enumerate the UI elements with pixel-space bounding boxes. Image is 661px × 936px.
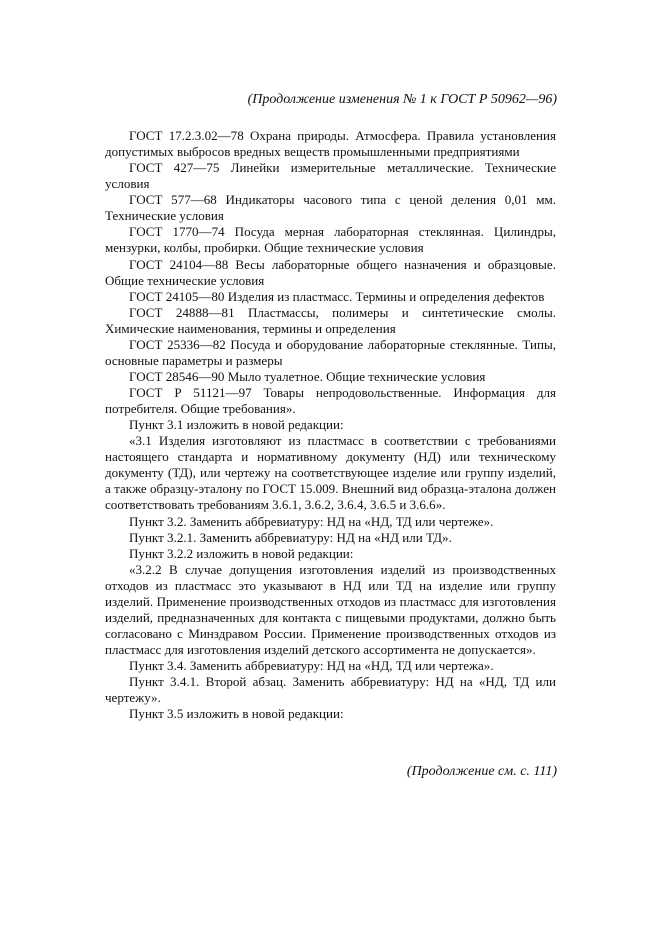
paragraph-gost-577: ГОСТ 577—68 Индикаторы часового типа с ценой деления 0,01 мм. Технические условия <box>105 192 556 224</box>
paragraph-item-3-4: Пункт 3.4. Заменить аббревиатуру: НД на «НД, ТД или чертежа». <box>129 658 494 674</box>
document-body <box>105 128 556 722</box>
paragraph-item-3-2-2-text: «3.2.2 В случае допущения изготовления изделий из производственных отходов из пластмасс это указывают в НД или ТД на изделие или группу изделий. Применение производственных отходов из пластмасс для изготовления изделий, предназначенных для контакта с пищевыми продуктами, должно быть согласовано с Минздравом России. Применение производственных отходов из пластмасс для изготовления изделий детского ассортимента не допускается». <box>105 561 556 657</box>
paragraph-item-3-2-2-intro: Пункт 3.2.2 изложить в новой редакции: <box>129 545 354 561</box>
page-header: (Продолжение изменения № 1 к ГОСТ Р 50962—96) <box>247 92 557 107</box>
paragraph-gost-427: ГОСТ 427—75 Линейки измерительные металлические. Технические условия <box>105 160 556 192</box>
paragraph-item-3-2: Пункт 3.2. Заменить аббревиатуру: НД на «НД, ТД или чертеже». <box>129 513 494 529</box>
paragraph-gost-24888: ГОСТ 24888—81 Пластмассы, полимеры и синтетические смолы. Химические наименования, термины и определения <box>105 304 556 336</box>
paragraph-item-3-4-1: Пункт 3.4.1. Второй абзац. Заменить аббревиатуру: НД на «НД, ТД или чертежу». <box>105 674 556 706</box>
paragraph-item-3-2-1: Пункт 3.2.1. Заменить аббревиатуру: НД на «НД или ТД». <box>129 529 452 545</box>
paragraph-gost-25336: ГОСТ 25336—82 Посуда и оборудование лабораторные стеклянные. Типы, основные параметры и размеры <box>105 336 556 368</box>
paragraph-item-3-5-intro: Пункт 3.5 изложить в новой редакции: <box>129 706 344 722</box>
paragraph-gost-24105: ГОСТ 24105—80 Изделия из пластмасс. Термины и определения дефектов <box>129 288 545 304</box>
paragraph-item-3-1-text: «3.1 Изделия изготовляют из пластмасс в соответствии с требованиями настоящего стандарта и нормативному документу (НД) или техническому документу (ТД), или чертежу на соответствующее изделие или группу изделий, а также образцу-эталону по ГОСТ 15.009. Внешний вид образца-эталона должен соответствовать требованиям 3.6.1, 3.6.2, 3.6.4, 3.6.5 и 3.6.6». <box>105 433 556 513</box>
paragraph-item-3-1-intro: Пункт 3.1 изложить в новой редакции: <box>129 417 344 433</box>
paragraph-gost-24104: ГОСТ 24104—88 Весы лабораторные общего назначения и образцовые. Общие технические условия <box>105 256 556 288</box>
paragraph-gost-28546: ГОСТ 28546—90 Мыло туалетное. Общие технические условия <box>129 368 486 384</box>
paragraph-gost-17-2-3-02: ГОСТ 17.2.3.02—78 Охрана природы. Атмосфера. Правила установления допустимых выбросов вредных веществ промышленными предприятиями <box>105 128 556 160</box>
paragraph-gost-r-51121: ГОСТ Р 51121—97 Товары непродовольственные. Информация для потребителя. Общие требования». <box>105 385 556 417</box>
paragraph-gost-1770: ГОСТ 1770—74 Посуда мерная лабораторная стеклянная. Цилиндры, мензурки, колбы, пробирки. Общие технические условия <box>105 224 556 256</box>
page-footer-continuation: (Продолжение см. с. 111) <box>406 764 557 779</box>
